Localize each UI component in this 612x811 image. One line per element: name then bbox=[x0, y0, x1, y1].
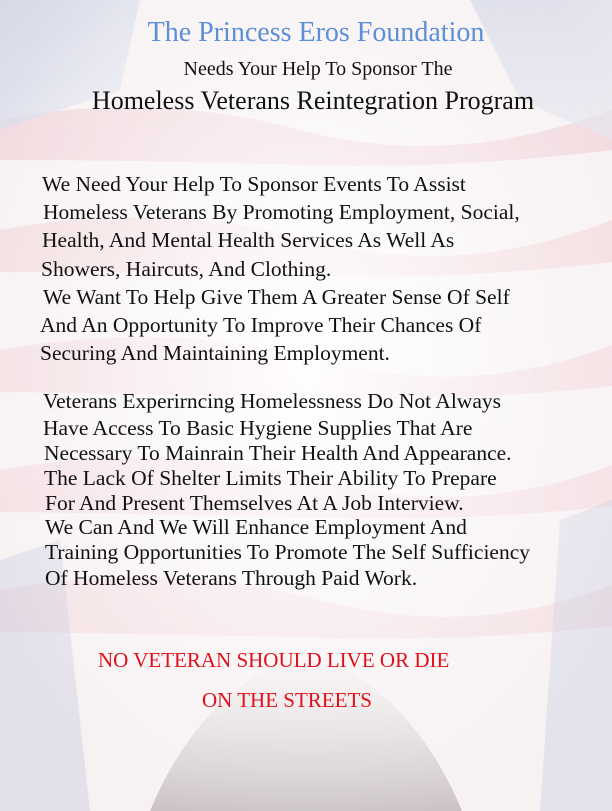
paragraph-one-line: We Want To Help Give Them A Greater Sense Of Self bbox=[43, 285, 510, 309]
subtitle: Needs Your Help To Sponsor The bbox=[183, 58, 453, 80]
paragraph-two-line: Have Access To Basic Hygiene Supplies That Are bbox=[43, 416, 473, 440]
organization-title: The Princess Eros Foundation bbox=[147, 17, 485, 48]
slogan-line-two: ON THE STREETS bbox=[202, 688, 372, 712]
paragraph-one-line: We Need Your Help To Sponsor Events To Assist bbox=[42, 172, 466, 196]
paragraph-one-line: Showers, Haircuts, And Clothing. bbox=[41, 257, 332, 281]
paragraph-two-line: Veterans Experirncing Homelessness Do Not Always bbox=[43, 389, 501, 413]
slogan-line-one: NO VETERAN SHOULD LIVE OR DIE bbox=[98, 648, 450, 672]
paragraph-one-line: Health, And Mental Health Services As Well As bbox=[42, 228, 455, 252]
paragraph-two-line: For And Present Themselves At A Job Interview. bbox=[45, 491, 464, 515]
paragraph-one-line: Securing And Maintaining Employment. bbox=[40, 341, 390, 365]
paragraph-two-line: Of Homeless Veterans Through Paid Work. bbox=[45, 566, 418, 590]
paragraph-two-line: We Can And We Will Enhance Employment And bbox=[45, 515, 467, 539]
paragraph-two-line: Training Opportunities To Promote The Self Sufficiency bbox=[45, 540, 530, 564]
paragraph-two-line: The Lack Of Shelter Limits Their Ability To Prepare bbox=[44, 466, 497, 490]
paragraph-one-line: And An Opportunity To Improve Their Chances Of bbox=[40, 313, 482, 337]
program-name: Homeless Veterans Reintegration Program bbox=[91, 86, 535, 115]
paragraph-one-line: Homeless Veterans By Promoting Employment, Social, bbox=[43, 200, 520, 224]
paragraph-two-line: Necessary To Mainrain Their Health And Appearance. bbox=[44, 441, 512, 465]
